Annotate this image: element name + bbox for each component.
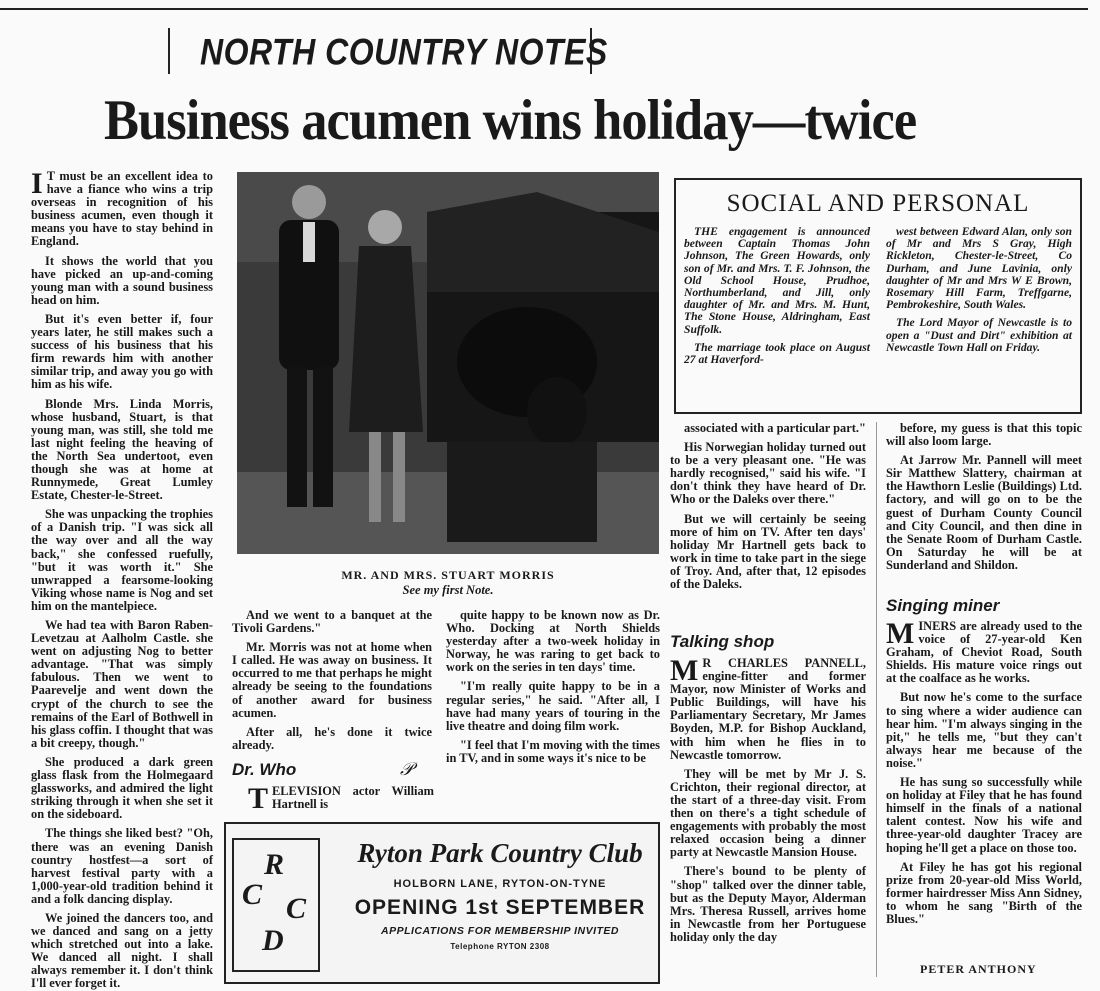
paragraph: [886, 776, 1082, 855]
paragraph-text: His Norwegian holiday turned out to be a very pleasant one. "He was hardly recognised," said his wife. "I don't think they have heard of Dr. Who or the Daleks over there.": [670, 440, 866, 507]
photo-illustration: [237, 172, 659, 554]
paragraph-text: They will be met by Mr J. S. Crichton, their regional director, at the start of a three-day visit. From then on there's a tight schedule of engagements with probably the most relaxed occasion being a dinner party at Newcastle Mansion House.: [670, 766, 866, 860]
paragraph-text: We joined the dancers too, and we danced and sang on a jetty which stretched out into a lake. We danced all night. I shall always remember it. I don't think I'll ever forget it.: [31, 910, 213, 991]
paragraph-text: She was unpacking the trophies of a Danish trip. "I was sick all the way over and all the way back," she confessed ruefully, "but it was worth it." She unwrapped a fearsome-looking Viking whose name is Nog and set him on the mantelpiece.: [31, 507, 213, 613]
drwho-intro: [248, 782, 434, 815]
paragraph-text: At Jarrow Mr. Pannell will meet Sir Matthew Slattery, chairman at the Hawthorn Leslie (Buildings) Ltd. factory, and will go on to be the guest of Durham County Council and City Council, and then dine in the Senate Room of Durham Castle. On Saturday he will be at Sunderland and Shildon.: [886, 453, 1082, 572]
paragraph-text: But now he's come to the surface to sing where a wider audience can hear him. "I'm always singing in the pit," he tells me, "but they can't always hear me because of the noise.": [886, 690, 1082, 770]
article-column-4-bottom: [670, 654, 866, 982]
paragraph-text: After all, he's done it twice already.: [232, 724, 432, 752]
social-column-right: [886, 226, 1072, 406]
social-paragraph: The Lord Mayor of Newcastle is to open a "Dust and Dirt" exhibition at Newcastle Town Hall on Friday.: [886, 316, 1072, 354]
article-column-5-bottom: [886, 617, 1082, 956]
club-name: Ryton Park Country Club: [357, 838, 643, 868]
paragraph: [670, 441, 866, 506]
membership-invite: APPLICATIONS FOR MEMBERSHIP INVITED: [380, 925, 619, 937]
paragraph: [232, 609, 432, 635]
article-column-1: [31, 167, 213, 991]
article-column-4-top: [670, 422, 866, 622]
article-column-2: [232, 608, 432, 752]
paragraph-text: "I'm really quite happy to be in a regular series," he said. "After all, I have had many years of touring in the live theatre and doing film work.: [446, 679, 660, 733]
paragraph: [886, 861, 1082, 926]
photo-caption-note: See my first Note.: [402, 583, 494, 597]
drop-cap: M: [886, 617, 915, 650]
paragraph-text: R CHARLES PANNELL, engine-fitter and former Mayor, now Minister of Works and Public Buildings, will have his Parliamentary Secretary, Mr James Boyden, M.P. for Bishop Auckland, with him when he flies in to Newcastle tomorrow.: [670, 656, 866, 762]
paragraph: [232, 726, 432, 752]
social-paragraph: The marriage took place on August 27 at Haverford-: [684, 340, 870, 367]
paragraph-text: INERS are already used to the voice of 27-year-old Ken Graham, of Cheviot Road, South Shields. His mature voice rings out at the coalface as he works.: [886, 619, 1082, 686]
section-kicker: NORTH COUNTRY NOTES: [200, 31, 608, 73]
club-telephone: Telephone RYTON 2308: [450, 942, 550, 951]
social-paragraph: west between Edward Alan, only son of Mr and Mrs S Gray, High Rickleton, Chester-le-Street, Co Durham, and June Lavinia, only daughter of Mr and Mrs W E Brown, Rosemary Hill Farm, Treffgarne, Pembrokeshire, South Wales.: [886, 225, 1072, 312]
paragraph-text: It shows the world that you have picked an up-and-coming young man with a sound business head on him.: [31, 253, 213, 307]
paragraph: [446, 609, 660, 674]
paragraph: [248, 782, 434, 815]
paragraph-text: ELEVISION actor William Hartnell is: [272, 784, 434, 812]
paragraph: [670, 865, 866, 944]
pen-mark: 𝒫: [400, 759, 413, 779]
paragraph-text: before, my guess is that this topic will also loom large.: [886, 421, 1082, 449]
paragraph-text: But it's even better if, four years later, he still makes such a success of his business that his firm rewards him with another similar trip, and away you go with him as his wife.: [31, 311, 213, 392]
paragraph: [31, 167, 213, 249]
paragraph: [31, 827, 213, 906]
paragraph: [446, 739, 660, 765]
talking-shop-subhead: Talking shop: [670, 632, 775, 651]
logo-letter-c1: C: [242, 878, 263, 911]
byline: PETER ANTHONY: [920, 962, 1037, 976]
paragraph: [232, 641, 432, 720]
paragraph-text: Blonde Mrs. Linda Morris, whose husband, Stuart, is that young man, was still, she told me last night feeling the heaving of the North Sea undertoot, even though she was at home at Runnymede, Great Lumley Estate, Chester-le-Street.: [31, 396, 213, 503]
photo-caption: MR. AND MRS. STUART MORRIS: [341, 568, 555, 582]
article-column-5-top: [886, 422, 1082, 590]
paragraph-text: T must be an excellent idea to have a fiance who wins a trip overseas in recognition of his business acumen, even though it means you have to stay behind in England.: [31, 169, 213, 249]
top-rule: [0, 8, 1088, 10]
column-rule: [876, 422, 877, 977]
paragraph: [31, 255, 213, 307]
paragraph-text: And we went to a banquet at the Tivoli Gardens.": [232, 608, 432, 636]
paragraph: [670, 768, 866, 860]
headline: Business acumen wins holiday—twice: [104, 89, 917, 152]
opening-date: OPENING 1st SEPTEMBER: [354, 896, 646, 919]
club-address: HOLBORN LANE, RYTON-ON-TYNE: [393, 878, 607, 890]
club-monogram-logo: [232, 838, 320, 972]
paragraph-text: We had tea with Baron Raben-Levetzau at Aalholm Castle. she went on adjusting Nog to better advantage. "That was simply fabulous. Then we went to Paarevelje and went down the crypt of the church to see the remains of the Earl of Bothwell in his glass coffin. I thought that was a bit creepy, though.": [31, 618, 213, 750]
paragraph: [446, 680, 660, 732]
paragraph-text: He has sung so successfully while on holiday at Filey that he has found himself in the finals of a national talent contest. Now his wife and three-year-old daughter Tracey are hoping he'll get a place on those too.: [886, 775, 1082, 855]
paragraph: [31, 313, 213, 392]
paragraph-text: "I feel that I'm moving with the times in TV, and in some ways it's nice to be: [446, 737, 660, 765]
paragraph: [670, 654, 866, 762]
logo-letter-d: D: [262, 924, 284, 957]
drop-cap: M: [670, 654, 699, 687]
paragraph: [31, 912, 213, 991]
paragraph: [670, 422, 866, 435]
paragraph: [670, 513, 866, 592]
article-column-3: [446, 609, 660, 815]
logo-letter-c2: C: [286, 892, 307, 925]
paragraph: [31, 508, 213, 613]
social-column-left: [684, 226, 870, 406]
paragraph: [31, 756, 213, 821]
social-personal-title: SOCIAL AND PERSONAL: [726, 190, 1030, 217]
paragraph-text: There's bound to be plenty of "shop" talked over the dinner table, but as the Deputy Mayor, Alderman Mrs. Theresa Russell, arrives home in Newcastle from her Portuguese holiday only the day: [670, 864, 866, 944]
paragraph-text: quite happy to be known now as Dr. Who. Docking at North Shields yesterday after a two-week holiday in Norway, he was raring to get back to work on the series in ten days' time.: [446, 608, 660, 675]
paragraph-text: The things she liked best? "Oh, there was an evening Danish country hostfest—a sort of harvest festival party with a 1,000-year-old tradition behind it and a folk dancing display.: [31, 826, 213, 906]
morris-couple-photo: [237, 172, 659, 554]
social-paragraph: THE engagement is announced between Captain Thomas John Johnson, The Green Howards, only son of Mr. and Mrs. T. F. Johnson, the Old School House, Prudhoe, Northumberland, and Jill, only daughter of Mr. and Mrs. M. Hunt, The Stone House, Aldringham, East Suffolk.: [684, 225, 870, 336]
paragraph-text: associated with a particular part.": [684, 421, 866, 435]
drop-cap: I: [31, 167, 43, 200]
paragraph-text: At Filey he has got his regional prize from 20-year-old Miss World, former hairdresser Miss Ann Sidney, to whom he sang "Birth of the Blues.": [886, 859, 1082, 926]
paragraph: [31, 398, 213, 503]
paragraph-text: She produced a dark green glass flask from the Holmegaard glassworks, and admired the light striking through it when she set it on the sideboard.: [31, 754, 213, 822]
paragraph: [31, 619, 213, 750]
drwho-subhead: Dr. Who: [232, 760, 297, 779]
paragraph-text: Mr. Morris was not at home when I called. He was away on business. It occurred to me that perhaps he might already be seeing to the foundations of another award for business acumen.: [232, 640, 432, 720]
drop-cap: T: [248, 782, 269, 815]
paragraph: [886, 617, 1082, 686]
paragraph: [886, 422, 1082, 448]
singing-miner-subhead: Singing miner: [886, 596, 1000, 615]
paragraph: [886, 454, 1082, 572]
paragraph: [886, 691, 1082, 770]
paragraph-text: But we will certainly be seeing more of him on TV. After ten days' holiday Mr Hartnell gets back to work in time to take part in the siege of Troy. And, after that, 12 episodes of the Daleks.: [670, 511, 866, 592]
logo-letter-r: R: [264, 848, 285, 881]
